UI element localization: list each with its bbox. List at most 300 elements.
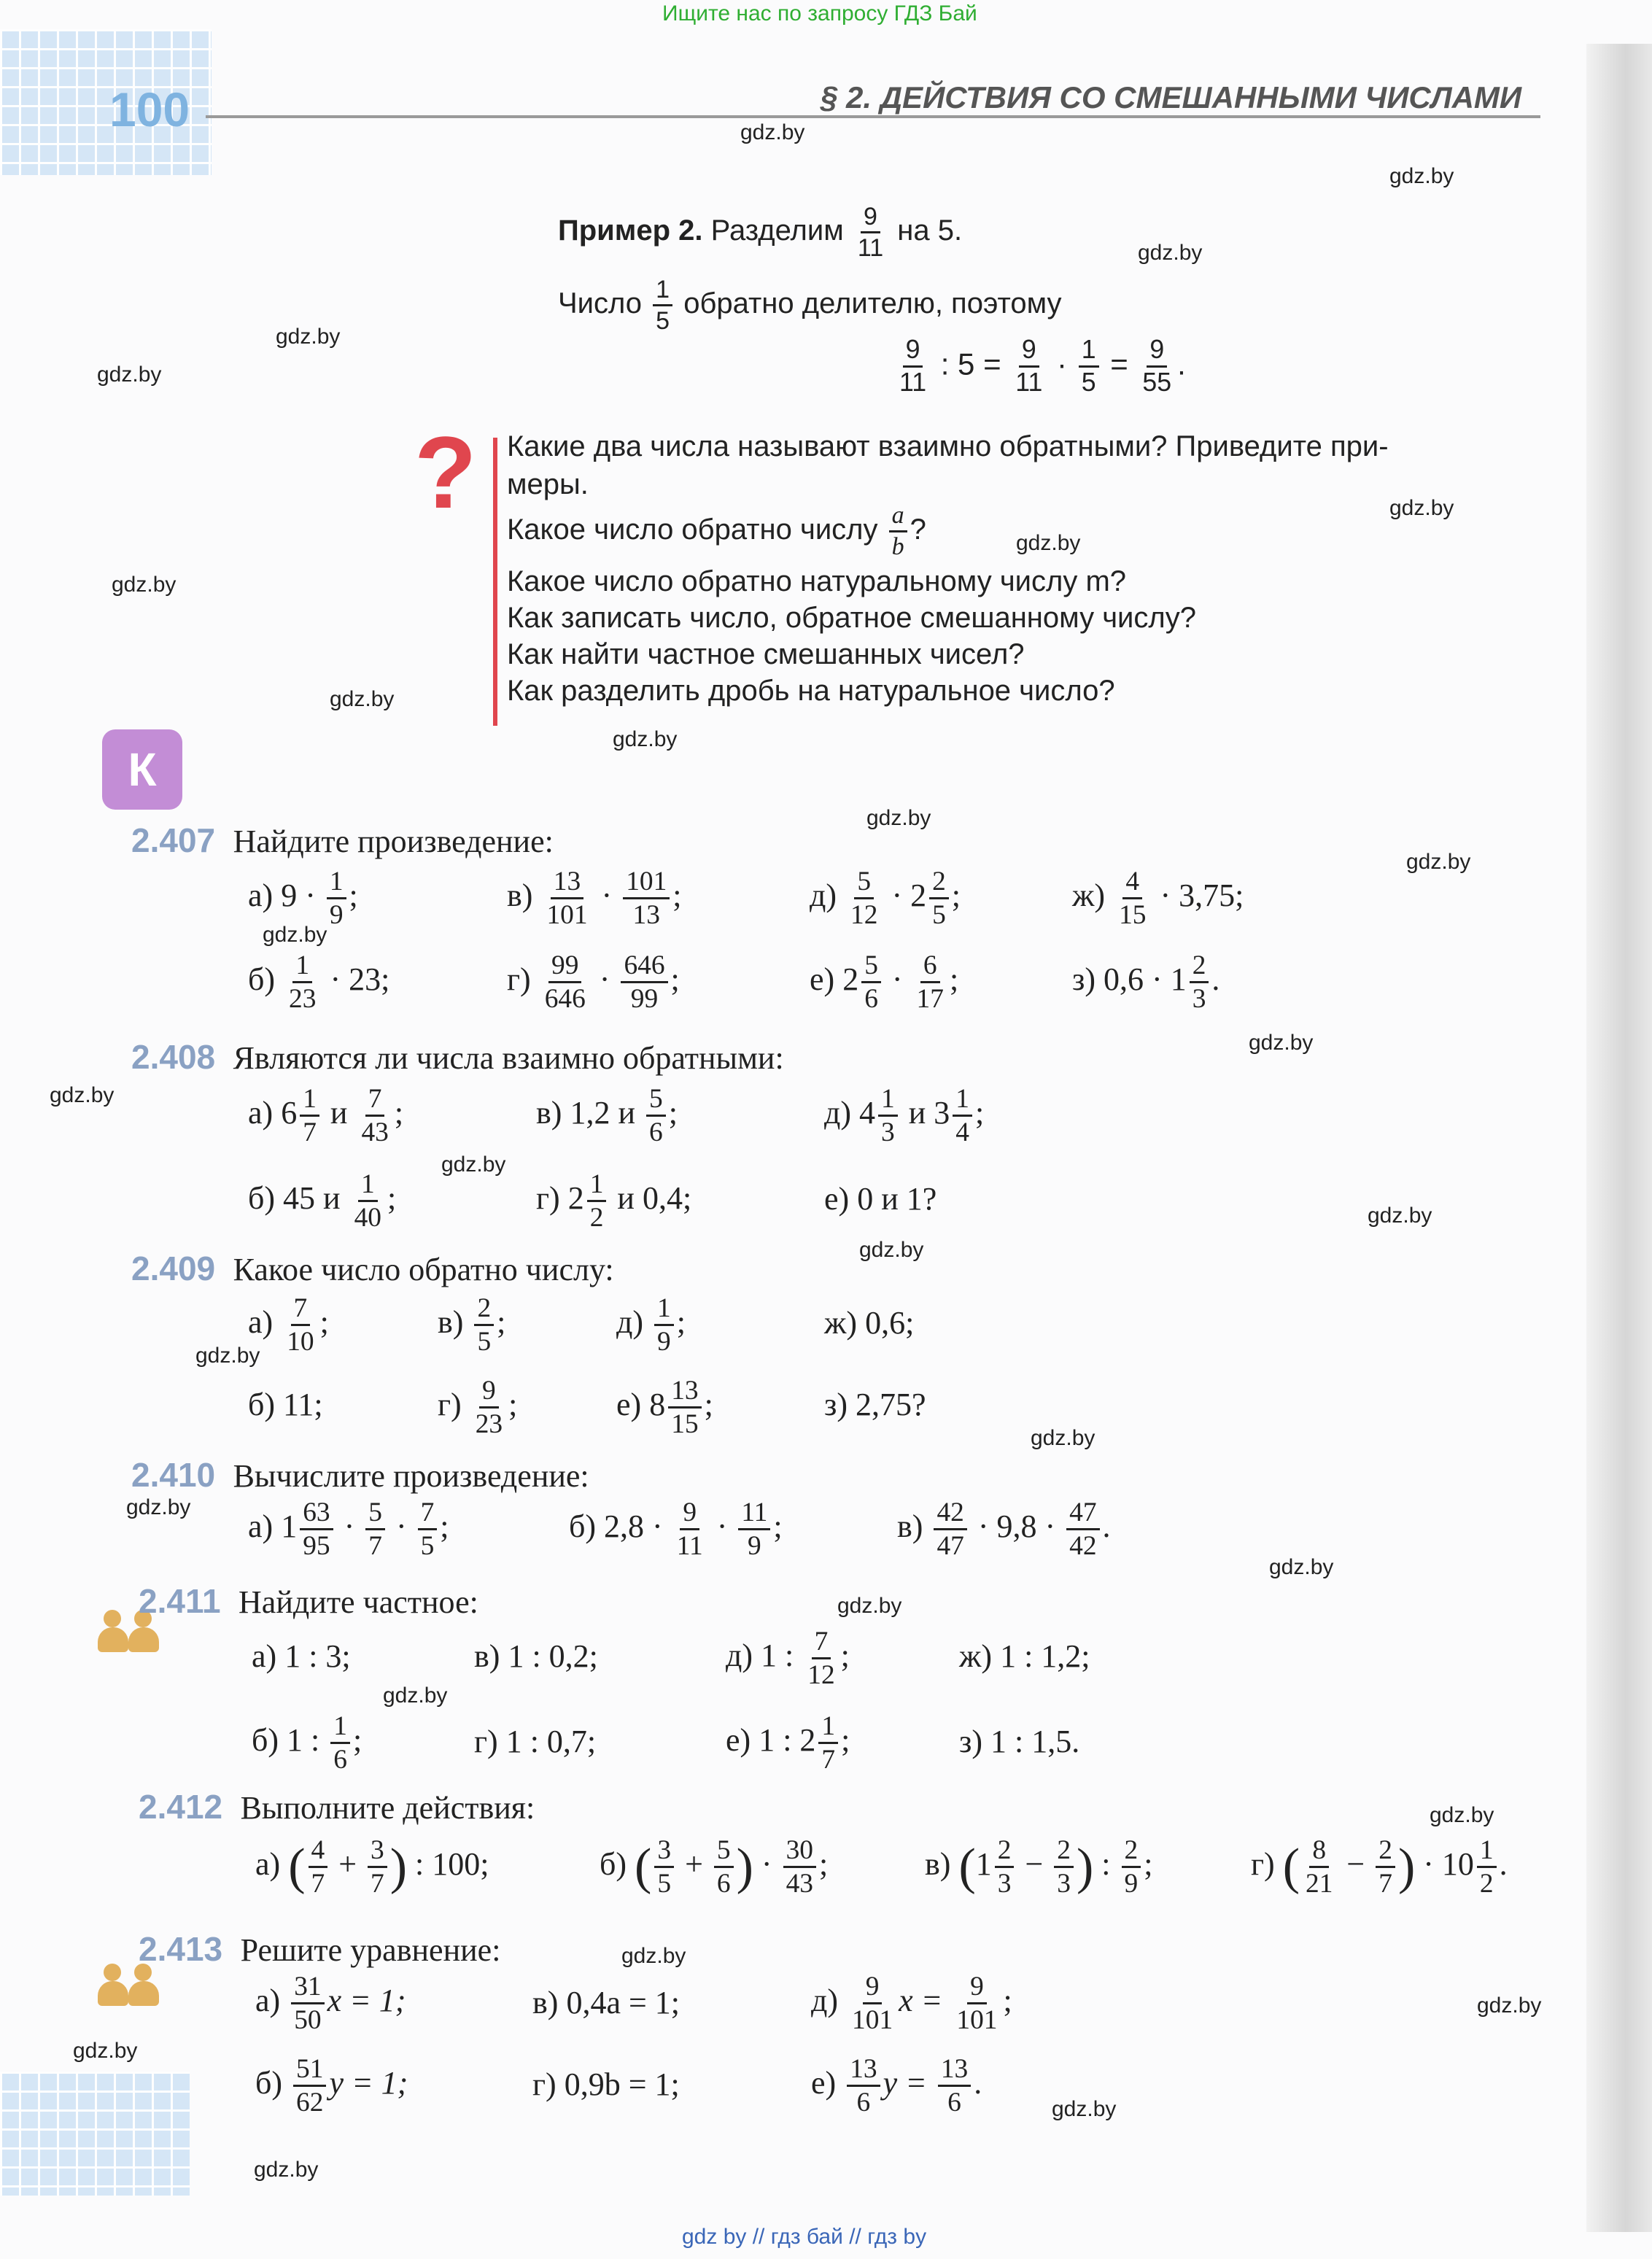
text: · <box>716 1508 728 1544</box>
denominator: 43 <box>786 1869 813 1899</box>
fraction <box>714 1837 734 1898</box>
numerator: 11 <box>738 1499 770 1530</box>
denominator: 6 <box>864 984 878 1015</box>
denominator: 55 <box>1142 367 1172 397</box>
text: 1 <box>975 1846 992 1882</box>
fraction <box>1116 868 1149 929</box>
item-label: ж) <box>959 1638 993 1674</box>
text: ; <box>840 1638 850 1673</box>
watermark: gdz.by <box>112 573 177 597</box>
text: 2,75? <box>856 1387 926 1422</box>
problem-2-410-header <box>131 1455 589 1495</box>
problem-2-412-b <box>600 1837 828 1898</box>
paren: ( <box>288 1838 306 1895</box>
watermark: gdz.by <box>613 727 678 751</box>
text: 4 <box>859 1095 876 1131</box>
denominator: 23 <box>475 1409 503 1440</box>
numerator: 99 <box>548 952 581 983</box>
text: ? <box>910 514 926 546</box>
problem-2-411-a <box>252 1638 351 1675</box>
fraction <box>543 868 590 929</box>
text: · <box>395 1508 407 1544</box>
text: ; <box>670 961 680 997</box>
example-line-1 <box>558 204 962 260</box>
text: 2 <box>842 961 859 997</box>
fraction <box>668 1377 701 1438</box>
numerator: 1 <box>953 1085 972 1117</box>
item-label: б) <box>255 2065 283 2101</box>
denominator: 23 <box>289 984 317 1015</box>
decorative-tiles-bottom <box>0 2072 190 2196</box>
numerator: 13 <box>847 2055 880 2087</box>
denominator: 7 <box>311 1869 325 1899</box>
fraction <box>327 868 346 929</box>
denominator: 17 <box>916 984 944 1015</box>
watermark: gdz.by <box>1052 2097 1117 2121</box>
fraction <box>291 1973 324 2034</box>
numerator: 5 <box>714 1837 734 1868</box>
numerator: 31 <box>291 1973 324 2004</box>
fraction <box>654 1295 674 1356</box>
numerator: 9 <box>903 337 923 368</box>
numerator: 9 <box>479 1377 499 1409</box>
denominator: 6 <box>648 1117 663 1148</box>
denominator: 10 <box>287 1327 314 1357</box>
fraction <box>855 204 886 260</box>
watermark: gdz.by <box>1430 1803 1494 1827</box>
fraction <box>1054 1837 1074 1898</box>
watermark: gdz.by <box>621 1944 686 1968</box>
text: 1,2 и <box>570 1095 635 1131</box>
text: 0,9b = 1; <box>564 2066 680 2102</box>
text: 1 : 1,5. <box>990 1724 1080 1759</box>
item-label: з) <box>959 1724 983 1759</box>
item-label: а) <box>248 1508 274 1544</box>
numerator: 1 <box>1079 337 1099 368</box>
watermark: gdz.by <box>1016 531 1081 555</box>
text: ; <box>841 1722 850 1758</box>
numerator: 1 <box>653 277 672 306</box>
numerator: 13 <box>551 868 583 899</box>
paren: ) <box>389 1838 408 1895</box>
item-label: д) <box>824 1095 852 1131</box>
text: Число <box>558 287 643 320</box>
text: : <box>1101 1846 1111 1882</box>
fraction <box>953 1973 1000 2034</box>
item-label: г) <box>474 1724 498 1759</box>
item-label: е) <box>824 1181 850 1217</box>
numerator: 9 <box>863 1973 883 2004</box>
problem-2-412-v <box>925 1837 1152 1898</box>
problem-number: 2.407 <box>131 821 216 859</box>
watermark: gdz.by <box>276 325 341 349</box>
watermark: gdz.by <box>866 806 931 830</box>
text: 3 <box>934 1095 950 1131</box>
problem-2-412-header <box>139 1787 535 1826</box>
fraction <box>938 2055 971 2117</box>
denominator: 11 <box>676 1531 703 1562</box>
fraction <box>847 2055 880 2117</box>
problem-2-411-z <box>959 1723 1079 1760</box>
problem-2-413-header <box>139 1929 500 1969</box>
numerator: a <box>889 503 907 532</box>
item-label: в) <box>474 1638 500 1674</box>
fraction <box>848 868 880 929</box>
denominator: 5 <box>657 1869 672 1899</box>
problem-2-407-g <box>507 952 680 1013</box>
fraction <box>1477 1837 1497 1898</box>
text: Разделим <box>710 214 844 247</box>
text: 1 : 0,2; <box>508 1638 598 1674</box>
fraction <box>300 1499 333 1560</box>
item-label: ж) <box>824 1305 858 1341</box>
text: : 100; <box>415 1846 489 1882</box>
problem-2-408-d <box>824 1085 984 1147</box>
header-rule <box>206 115 1540 118</box>
text: · 23; <box>330 961 390 997</box>
denominator: 99 <box>630 984 659 1015</box>
denominator: 15 <box>1119 900 1147 931</box>
fraction <box>861 952 881 1013</box>
text: ; <box>508 1387 518 1422</box>
denominator: 101 <box>852 2005 893 2036</box>
text: . <box>1499 1846 1508 1882</box>
numerator: 51 <box>293 2055 326 2087</box>
denominator: 12 <box>807 1660 835 1691</box>
problem-2-408-header <box>131 1037 784 1077</box>
problem-2-411-header <box>139 1581 478 1621</box>
numerator: 9 <box>1019 337 1039 368</box>
denominator: 62 <box>296 2088 324 2118</box>
denominator: 21 <box>1306 1869 1333 1899</box>
numerator: 1 <box>358 1171 378 1202</box>
denominator: 11 <box>899 367 927 397</box>
item-label: в) <box>536 1095 562 1131</box>
problem-2-411-d <box>726 1628 850 1689</box>
denominator: 3 <box>997 1869 1012 1899</box>
fraction <box>368 1837 387 1898</box>
paren: ) <box>1397 1838 1416 1895</box>
fraction <box>889 503 907 559</box>
numerator: 2 <box>929 868 949 899</box>
text: 0,4a = 1; <box>566 1985 680 2020</box>
item-label: а) <box>252 1638 277 1674</box>
text: y = <box>883 2065 927 2101</box>
numerator: 4 <box>309 1837 328 1868</box>
numerator: 1 <box>587 1171 607 1202</box>
denominator: 7 <box>368 1531 382 1562</box>
denominator: 5 <box>420 1531 435 1562</box>
watermark: gdz.by <box>837 1594 902 1618</box>
problem-2-411-e <box>726 1713 850 1774</box>
text: · <box>599 961 610 997</box>
fraction <box>1079 337 1099 395</box>
text: y = 1; <box>329 2065 408 2101</box>
numerator: 4 <box>1122 868 1142 899</box>
numerator: 1 <box>292 952 312 983</box>
watermark: gdz.by <box>1031 1426 1095 1450</box>
denominator: 101 <box>546 900 588 931</box>
text: · 9,8 · <box>977 1508 1056 1544</box>
item-label: д) <box>726 1638 753 1673</box>
problem-2-413-e <box>811 2055 982 2117</box>
fraction <box>286 952 319 1013</box>
text: ; <box>352 1722 362 1758</box>
fraction <box>995 1837 1015 1898</box>
numerator: 2 <box>1190 952 1209 983</box>
denominator: 15 <box>671 1409 699 1440</box>
fraction <box>1122 1837 1141 1898</box>
denominator: 7 <box>1378 1869 1392 1899</box>
text: 9 · <box>281 877 316 913</box>
fraction <box>818 1713 838 1774</box>
text: · 3,75; <box>1160 877 1244 913</box>
page-number: 100 <box>109 82 190 136</box>
text: на 5. <box>897 214 963 247</box>
item-label: б) <box>569 1508 597 1544</box>
text: . <box>974 2065 982 2101</box>
section-title: § 2. ДЕЙСТВИЯ СО СМЕШАННЫМИ ЧИСЛАМИ <box>821 80 1522 115</box>
problem-2-412-g <box>1251 1837 1508 1898</box>
denominator: 43 <box>361 1117 389 1148</box>
numerator: 1 <box>878 1085 898 1117</box>
numerator: 9 <box>967 1973 987 2004</box>
watermark: gdz.by <box>263 923 327 947</box>
item-label: г) <box>532 2066 557 2102</box>
fraction <box>365 1499 385 1560</box>
text: · 10 <box>1423 1846 1474 1882</box>
watermark: gdz.by <box>441 1152 506 1177</box>
text: 8 <box>649 1387 666 1422</box>
item-label: е) <box>810 961 835 997</box>
paren: ( <box>958 1838 976 1895</box>
numerator: 2 <box>1054 1837 1074 1868</box>
watermark: gdz.by <box>1368 1204 1432 1228</box>
problem-2-409-v <box>438 1295 505 1356</box>
watermark: gdz.by <box>195 1344 260 1368</box>
fraction <box>1303 1837 1335 1898</box>
text: · <box>344 1508 355 1544</box>
problem-title: Выполните действия: <box>240 1790 535 1826</box>
text: · <box>761 1846 772 1882</box>
bottom-banner-link[interactable]: gdz by // гдз бай // гдз by <box>682 2225 927 2249</box>
fraction <box>542 952 589 1013</box>
problem-2-409-g <box>438 1377 517 1438</box>
problem-2-407-a <box>248 868 358 929</box>
item-label: ж) <box>1072 877 1106 913</box>
text: + <box>338 1846 357 1882</box>
numerator: 2 <box>474 1295 494 1326</box>
denominator: 9 <box>748 1531 761 1562</box>
numerator: 1 <box>327 868 346 899</box>
fraction <box>352 1171 384 1232</box>
question-1b: меры. <box>507 468 589 500</box>
problem-2-411-b <box>252 1713 362 1774</box>
text: 0 и 1? <box>857 1181 937 1217</box>
denominator: 7 <box>371 1869 384 1899</box>
numerator: 5 <box>646 1085 666 1117</box>
text: · <box>1057 346 1068 381</box>
text: ; <box>672 877 682 913</box>
problem-2-408-a <box>248 1085 403 1147</box>
watermark: gdz.by <box>859 1238 924 1262</box>
example-line-2 <box>558 277 1062 333</box>
text: ; <box>1144 1846 1153 1882</box>
text: − <box>1346 1846 1365 1882</box>
fraction <box>309 1837 328 1898</box>
numerator: 2 <box>995 1837 1015 1868</box>
denominator: 5 <box>656 307 670 335</box>
text: 45 и <box>283 1180 341 1216</box>
text: x = 1; <box>327 1983 406 2018</box>
paren: ( <box>1282 1838 1300 1895</box>
item-label: з) <box>1072 961 1096 997</box>
text: 1 : 1,2; <box>1000 1638 1090 1674</box>
problem-2-413-b <box>255 2055 408 2117</box>
question-1a: Какие два числа называют взаимно обратными? Приведите при- <box>507 430 1389 462</box>
problem-2-409-z <box>824 1386 926 1423</box>
text: ; <box>668 1095 678 1131</box>
problem-2-409-header <box>131 1249 614 1288</box>
fraction <box>1012 337 1045 395</box>
fraction <box>1139 337 1174 395</box>
denominator: 12 <box>850 900 878 931</box>
numerator: 6 <box>920 952 940 983</box>
problem-2-407-header <box>131 821 554 860</box>
denominator: 6 <box>333 1745 347 1775</box>
numerator: 1 <box>654 1295 674 1326</box>
denominator: 50 <box>294 2005 322 2036</box>
problem-2-409-e <box>616 1377 713 1438</box>
item-label: е) <box>616 1387 642 1422</box>
text: и 0,4; <box>617 1180 692 1216</box>
text: ; <box>676 1304 686 1340</box>
numerator: 7 <box>291 1295 311 1326</box>
item-label: г) <box>536 1180 560 1216</box>
fraction <box>1066 1499 1099 1560</box>
item-label: а) <box>255 1983 281 2018</box>
fraction <box>738 1499 770 1560</box>
question-bar <box>493 438 497 726</box>
watermark: gdz.by <box>1406 850 1471 874</box>
watermark: gdz.by <box>383 1683 448 1708</box>
problem-2-411-v <box>474 1638 598 1675</box>
problem-2-407-b <box>248 952 389 1013</box>
text: обратно делителю, поэтому <box>683 287 1062 320</box>
item-label: е) <box>811 2065 837 2101</box>
problem-title: Какое число обратно числу: <box>233 1252 614 1287</box>
problem-2-408-e <box>824 1180 936 1217</box>
item-label: б) <box>248 1387 276 1422</box>
item-label: б) <box>248 1180 276 1216</box>
text: ; <box>1003 1983 1012 2018</box>
item-label: б) <box>600 1846 627 1882</box>
text: 2,8 · <box>604 1508 663 1544</box>
denominator: 101 <box>956 2005 998 2036</box>
denominator: 4 <box>955 1117 969 1148</box>
text: 1 : 2 <box>759 1722 816 1758</box>
problem-title: Вычислите произведение: <box>233 1458 589 1494</box>
text: 1 : 0,7; <box>505 1724 597 1759</box>
page-edge-shadow <box>1586 44 1652 2232</box>
denominator: 5 <box>932 900 946 931</box>
denominator: 2 <box>589 1203 604 1233</box>
problem-2-407-d <box>810 868 961 929</box>
numerator: 1 <box>818 1713 838 1744</box>
watermark: gdz.by <box>1249 1031 1314 1055</box>
item-label: б) <box>252 1722 279 1758</box>
text: Какое число обратно числу <box>507 514 878 546</box>
fraction <box>1190 952 1209 1013</box>
text: ; <box>773 1508 783 1544</box>
problem-2-407-e <box>810 952 958 1013</box>
denominator: 5 <box>477 1327 492 1357</box>
problem-2-409-b <box>248 1386 323 1423</box>
text: 1 <box>281 1508 298 1544</box>
numerator: 5 <box>854 868 874 899</box>
top-banner-link[interactable]: Ищите нас по запросу ГДЗ Бай <box>662 1 977 26</box>
problem-number: 2.412 <box>139 1788 223 1826</box>
numerator: 5 <box>365 1499 385 1530</box>
problem-2-409-a <box>248 1295 329 1356</box>
text: ; <box>949 961 959 997</box>
item-label: д) <box>616 1304 644 1340</box>
example-equation <box>893 337 1186 395</box>
problem-2-413-a <box>255 1973 406 2034</box>
denominator: b <box>891 533 904 560</box>
numerator: 1 <box>300 1085 319 1117</box>
text: ; <box>440 1508 449 1544</box>
question-mark-icon: ? <box>414 415 477 530</box>
problem-2-413-g <box>532 2066 680 2103</box>
text: . <box>1211 961 1220 997</box>
fraction <box>473 1377 505 1438</box>
denominator: 13 <box>632 900 660 931</box>
fraction <box>929 868 949 929</box>
fraction <box>653 277 672 333</box>
numerator: 7 <box>812 1628 831 1659</box>
denominator: 6 <box>947 2088 961 2118</box>
numerator: 13 <box>668 1377 701 1409</box>
text: . <box>1102 1508 1111 1544</box>
example-title: Пример 2. <box>558 214 703 247</box>
question-2 <box>507 503 926 559</box>
item-label: г) <box>507 961 531 997</box>
numerator: 7 <box>418 1499 438 1530</box>
item-label: а) <box>248 1095 274 1131</box>
numerator: 1 <box>1477 1837 1497 1868</box>
watermark: gdz.by <box>97 363 162 387</box>
item-label: а) <box>255 1846 281 1882</box>
denominator: 6 <box>856 2088 871 2118</box>
numerator: 42 <box>934 1499 966 1530</box>
text: ; <box>818 1846 829 1882</box>
text: x = <box>899 1983 943 2018</box>
fraction <box>621 952 667 1013</box>
item-label: в) <box>507 877 533 913</box>
text: − <box>1025 1846 1044 1882</box>
denominator: 7 <box>303 1117 317 1148</box>
problem-title: Найдите произведение: <box>233 824 554 859</box>
text: ; <box>349 877 358 913</box>
problem-2-409-zh <box>824 1304 914 1341</box>
denominator: 42 <box>1069 1531 1097 1562</box>
text: 0,6; <box>865 1305 915 1341</box>
numerator: 63 <box>300 1499 333 1530</box>
fraction <box>953 1085 972 1147</box>
paren: ) <box>736 1838 753 1895</box>
fraction <box>330 1713 350 1774</box>
